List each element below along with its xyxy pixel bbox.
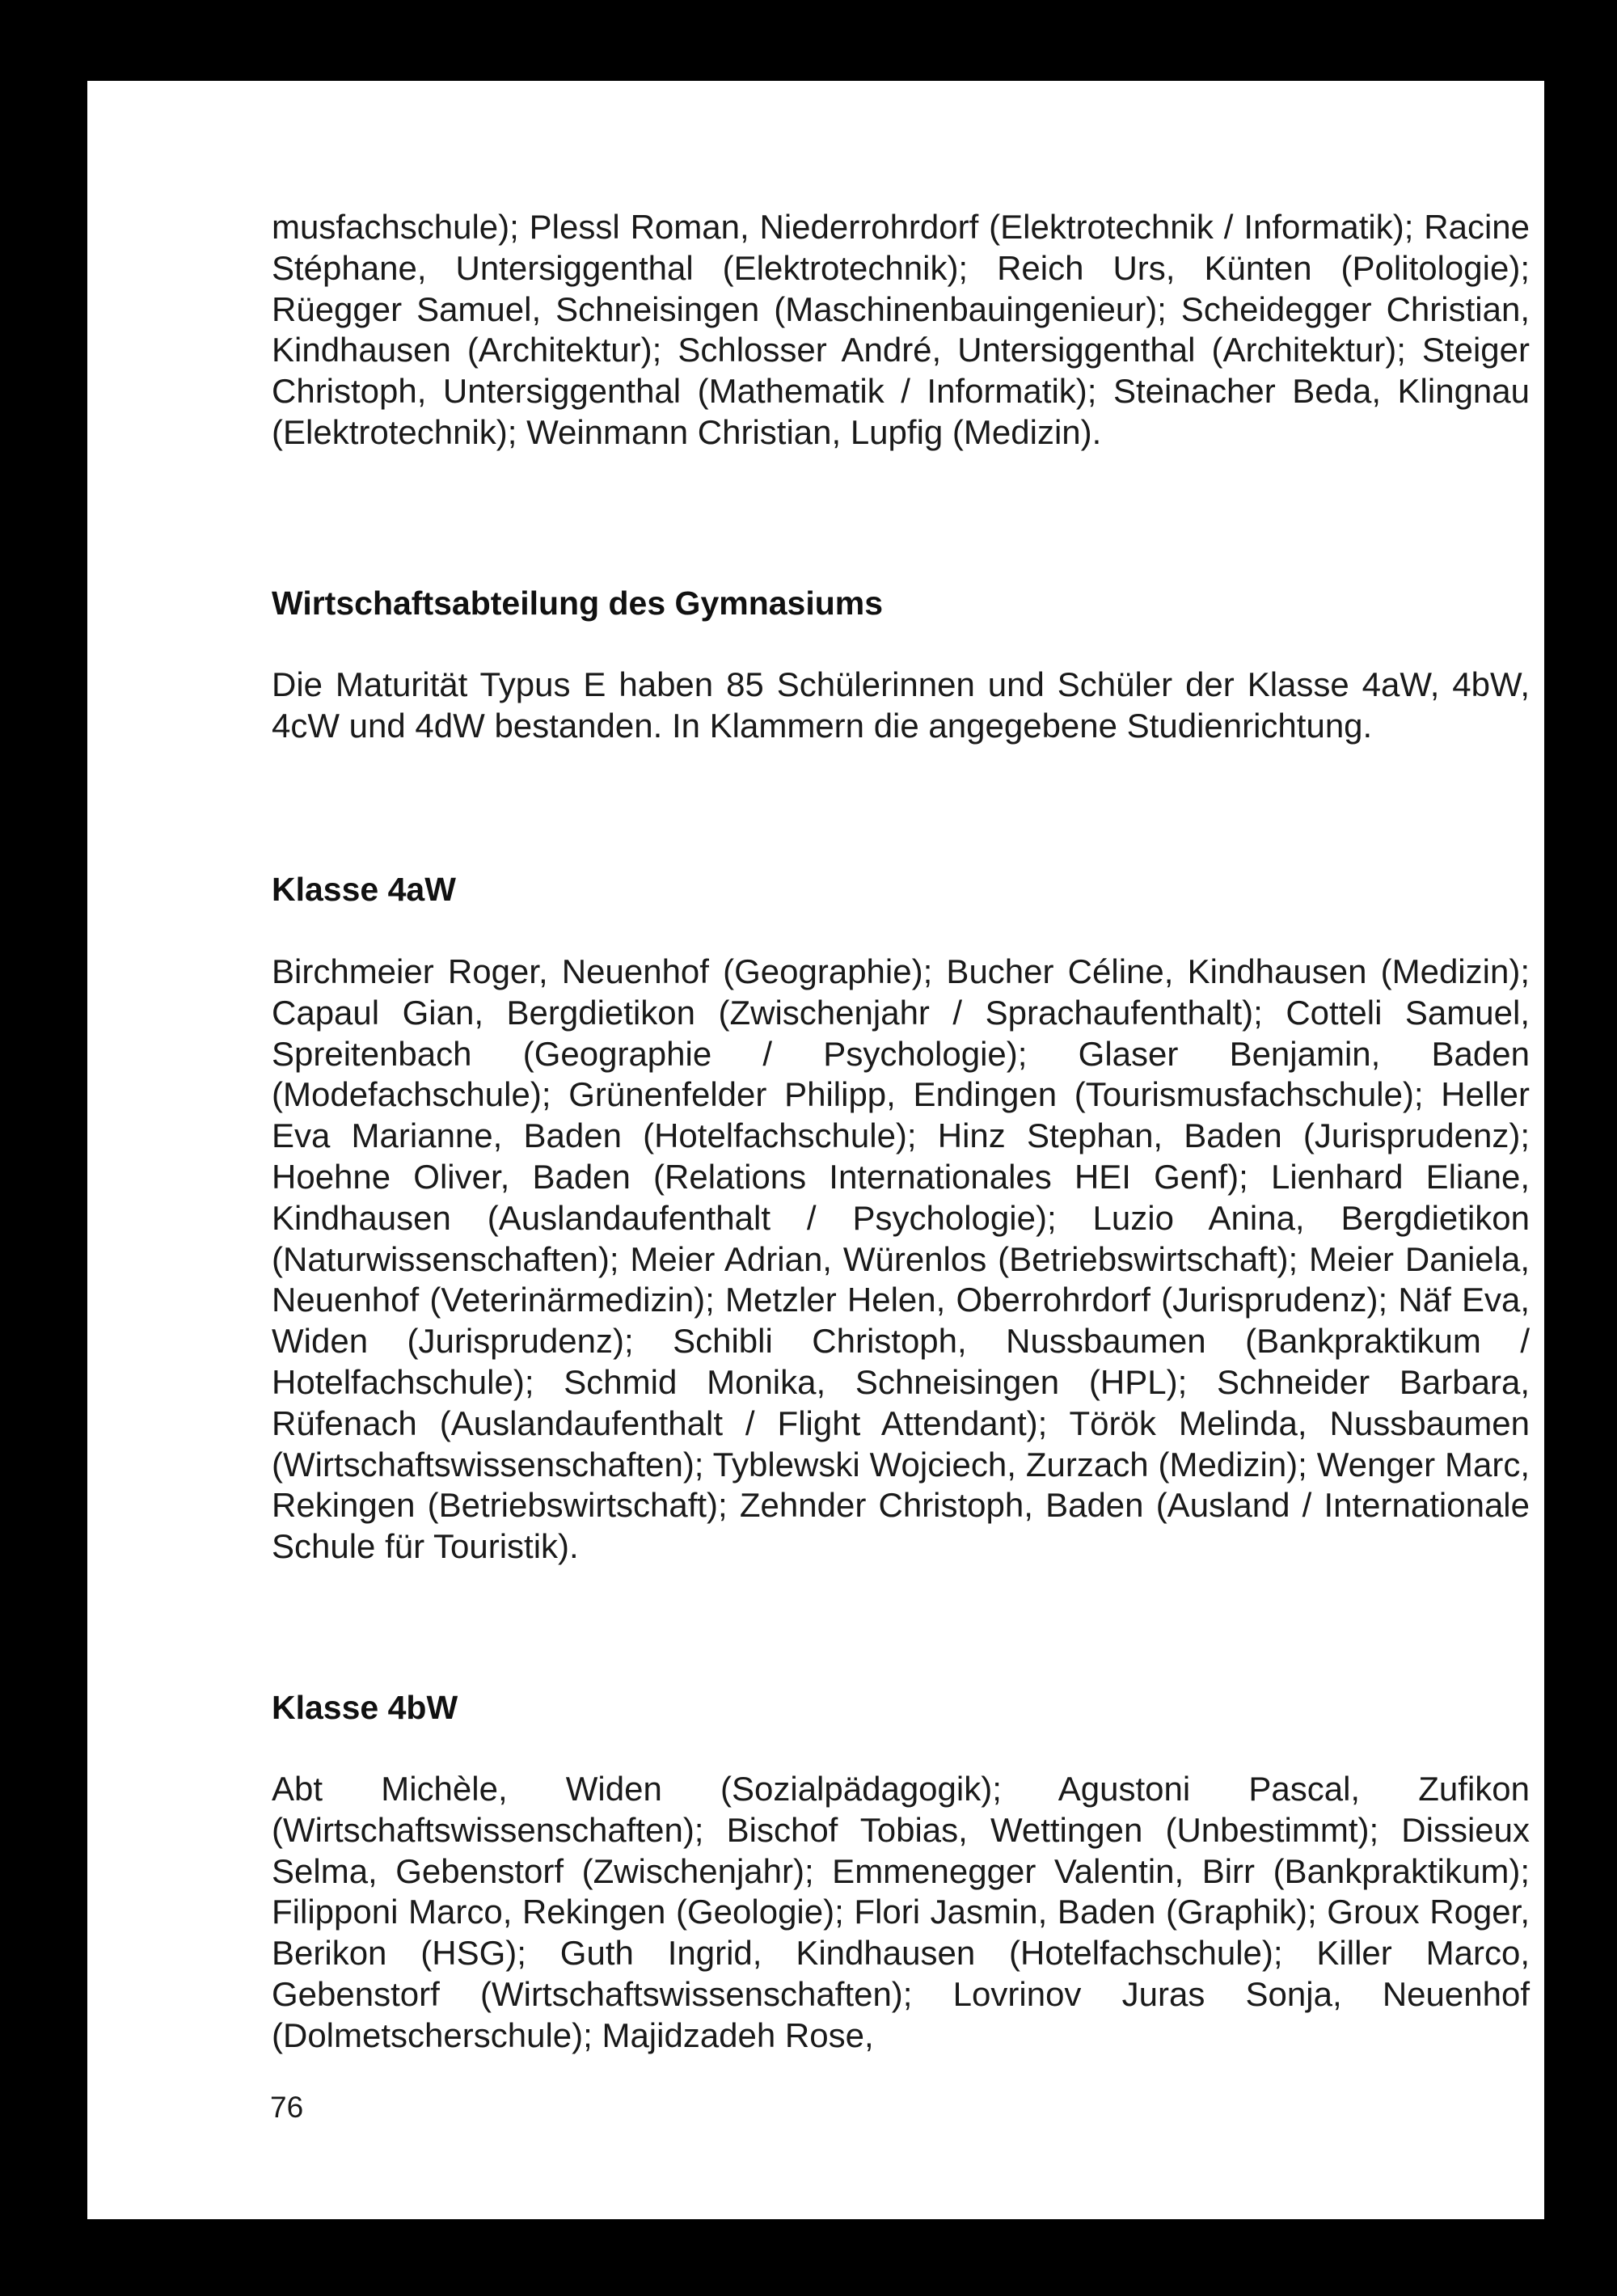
- document-page: [87, 81, 1544, 2219]
- class-4bw-student-list: Abt Michèle, Widen (Sozialpädagogik); Agustoni Pascal, Zufikon (Wirtschaftswissenschaften); Bischof Tobias, Wettingen (Unbestimmt); Dissieux Selma, Gebenstorf (Zwischenjahr); Emmenegger Valentin, Birr (Bankpraktikum); Filipponi Marco, Rekingen (Geologie); Flori Jasmin, Baden (Graphik); Groux Roger, Berikon (HSG); Guth Ingrid, Kindhausen (Hotelfachschule); Killer Marco, Gebenstorf (Wirtschaftswissenschaften); Lovrinov Juras Sonja, Neuenhof (Dolmetscherschule); Majidzadeh Rose,: [272, 1770, 1530, 2054]
- class-4bw-title: Klasse 4bW: [272, 1689, 458, 1726]
- intro-paragraph: musfachschule); Plessl Roman, Niederrohrdorf (Elektrotechnik / Informatik); Racine Stéphane, Untersiggenthal (Elektrotechnik); Reich Urs, Künten (Politologie); Rüegger Samuel, Schneisingen (Maschinenbauingenieur); Scheidegger Christian, Kindhausen (Architektur); Schlosser André, Untersiggenthal (Architektur); Steiger Christoph, Untersiggenthal (Mathematik / Informatik); Steinacher Beda, Klingnau (Elektrotechnik); Weinmann Christian, Lupfig (Medizin).: [272, 208, 1530, 451]
- class-4aw-student-list: Birchmeier Roger, Neuenhof (Geographie); Bucher Céline, Kindhausen (Medizin); Capaul Gian, Bergdietikon (Zwischenjahr / Sprachaufenthalt); Cotteli Samuel, Spreitenbach (Geographie / Psychologie); Glaser Benjamin, Baden (Modefachschule); Grünenfelder Philipp, Endingen (Tourismusfachschule); Heller Eva Marianne, Baden (Hotelfachschule); Hinz Stephan, Baden (Jurisprudenz); Hoehne Oliver, Baden (Relations Internationales HEI Genf); Lienhard Eliane, Kindhausen (Auslandaufenthalt / Psychologie); Luzio Anina, Bergdietikon (Naturwissenschaften); Meier Adrian, Würenlos (Betriebswirtschaft); Meier Daniela, Neuenhof (Veterinärmedizin); Metzler Helen, Oberrohrdorf (Jurisprudenz); Näf Eva, Widen (Jurisprudenz); Schibli Christoph, Nussbaumen (Bankpraktikum / Hotelfachschule); Schmid Monika, Schneisingen (HPL); Schneider Barbara, Rüfenach (Auslandaufenthalt / Flight Attendant); Török Melinda, Nussbaumen (Wirtschaftswissenschaften); Tyblewski Wojciech, Zurzach (Medizin); Wenger Marc, Rekingen (Betriebswirtschaft); Zehnder Christoph, Baden (Ausland / Internationale Schule für Touristik).: [272, 952, 1530, 1566]
- page-number: 76: [270, 2091, 304, 2124]
- section-title: Wirtschaftsabteilung des Gymnasiums: [272, 585, 884, 622]
- class-4aw-title: Klasse 4aW: [272, 871, 456, 908]
- section-intro-paragraph: Die Maturität Typus E haben 85 Schülerinnen und Schüler der Klasse 4aW, 4bW, 4cW und 4dW bestanden. In Klammern die angegebene Studienrichtung.: [272, 665, 1530, 745]
